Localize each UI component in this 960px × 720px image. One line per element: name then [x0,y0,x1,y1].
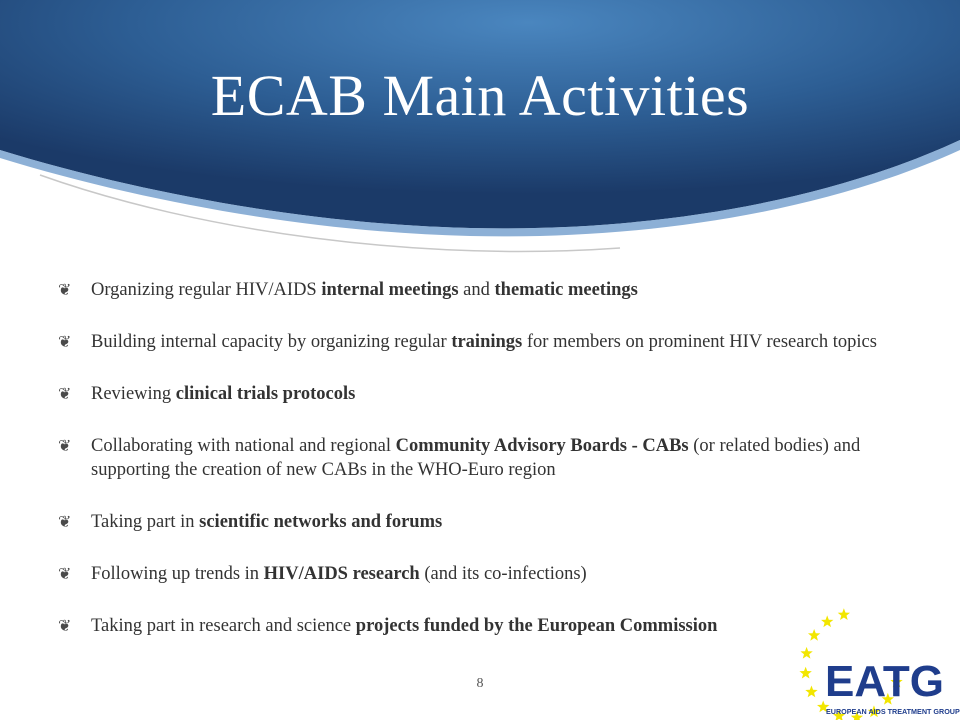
star-icon [799,667,811,679]
bullet-leaf-icon: ❦ [58,334,72,351]
bullet-emphasis: Community Advisory Boards - CABs [395,436,689,456]
bullet-text: Following up trends in [91,564,264,584]
star-icon [821,615,833,627]
bullet-emphasis: scientific networks and forums [199,512,443,532]
bullet-item [58,278,918,302]
logo-wordmark: EATG [825,657,944,706]
slide-title: ECAB Main Activities [210,63,750,128]
bullet-text: (and its co-infections) [419,564,587,584]
bullet-emphasis: trainings [451,332,523,352]
bullet-leaf-icon: ❦ [58,282,72,299]
bullet-text: Collaborating with national and regional [91,436,396,456]
bullet-emphasis: internal meetings [321,280,459,300]
bullet-item [58,562,918,586]
bullet-text: (or related bodies) and supporting the creation of new CABs in the WHO-Euro region [91,436,861,480]
bullet-text: Reviewing [91,384,176,404]
bullet-emphasis: thematic meetings [494,280,638,300]
bullet-emphasis: clinical trials protocols [175,384,356,404]
star-icon [800,647,812,659]
bullet-text: Building internal capacity by organizing regular [91,332,452,352]
bullet-leaf-icon: ❦ [58,618,72,635]
bullet-text: Taking part in research and science [91,616,356,636]
bullet-emphasis: projects funded by the European Commission [355,616,718,636]
bullet-item [58,330,918,354]
bullet-item [58,510,918,534]
bullet-leaf-icon: ❦ [58,438,72,455]
title-banner [0,0,960,260]
bullet-text: for members on prominent HIV research topics [522,332,877,352]
bullet-text: Taking part in [91,512,200,532]
bullet-item [58,382,918,406]
star-icon [838,608,850,620]
eatg-logo [755,598,960,720]
bullet-text: Organizing regular HIV/AIDS [91,280,322,300]
star-icon [805,686,817,698]
bullet-item [58,434,918,482]
bullet-leaf-icon: ❦ [58,514,72,531]
bullet-leaf-icon: ❦ [58,386,72,403]
bullet-emphasis: HIV/AIDS research [263,564,420,584]
bullet-leaf-icon: ❦ [58,566,72,583]
bullet-text: and [458,280,495,300]
star-icon [808,629,820,641]
logo-tagline: EUROPEAN AIDS TREATMENT GROUP [826,707,960,716]
page-number: 8 [476,676,484,691]
